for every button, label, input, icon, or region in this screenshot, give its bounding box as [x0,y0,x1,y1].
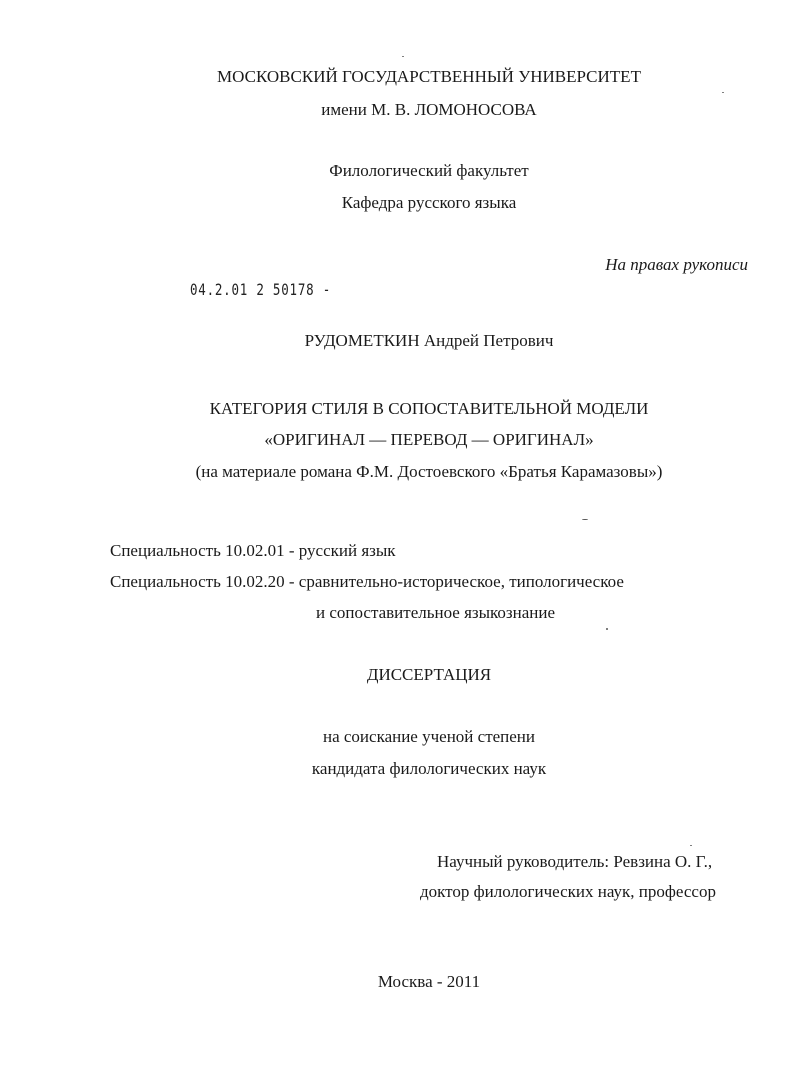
specialty-1: Специальность 10.02.01 - русский язык [110,541,396,560]
manuscript-note: На правах рукописи [605,255,748,274]
city-year: Москва - 2011 [377,972,481,991]
department-name: Кафедра русского языка [341,193,517,212]
scan-speck [582,519,588,520]
scan-speck [402,56,404,57]
scan-speck [690,845,692,846]
supervisor-line1: Научный руководитель: Ревзина О. Г., [437,852,713,871]
university-name: МОСКОВСКИЙ ГОСУДАРСТВЕННЫЙ УНИВЕРСИТЕТ [217,67,641,86]
scan-speck [606,628,608,630]
faculty-name: Филологический факультет [329,161,529,180]
dissertation-title-subtitle: (на материале романа Ф.М. Достоевского «Братья Карамазовы») [195,462,663,481]
dissertation-title-line2: «ОРИГИНАЛ — ПЕРЕВОД — ОРИГИНАЛ» [264,430,594,449]
university-named-after: имени М. В. ЛОМОНОСОВА [321,100,537,119]
scan-speck [722,92,724,93]
degree-line2: кандидата филологических наук [311,759,547,778]
registration-number: 04.2.01 2 50178 - [190,280,331,299]
author-name: РУДОМЕТКИН Андрей Петрович [304,331,554,350]
degree-line1: на соискание ученой степени [322,727,536,746]
specialty-2: Специальность 10.02.20 - сравнительно-историческое, типологическое [110,572,624,591]
dissertation-title-line1: КАТЕГОРИЯ СТИЛЯ В СОПОСТАВИТЕЛЬНОЙ МОДЕЛИ [209,399,649,418]
document-type: ДИССЕРТАЦИЯ [366,665,492,684]
supervisor-line2: доктор филологических наук, профессор [420,882,716,901]
specialty-2-continuation: и сопоставительное языкознание [316,603,556,622]
